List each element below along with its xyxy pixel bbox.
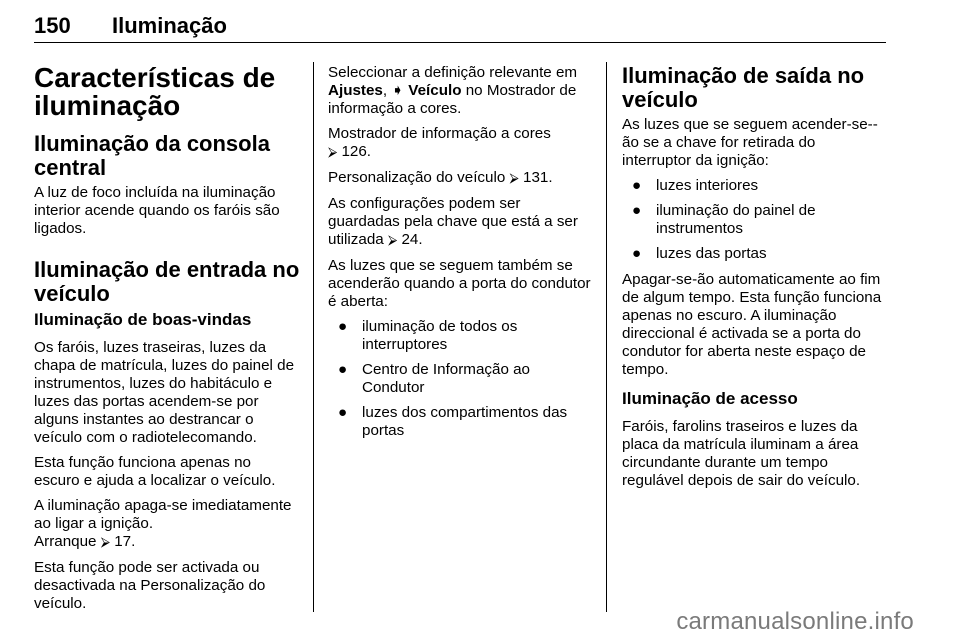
bullet-icon: ● xyxy=(632,245,642,262)
paragraph: Esta função funciona apenas no escuro e ajuda a localizar o veículo. xyxy=(34,454,276,489)
paragraph: Esta função pode ser activada ou desactivada na Personalização do veículo. xyxy=(34,559,266,612)
list-item xyxy=(328,404,594,440)
list-item xyxy=(622,245,888,263)
paragraph xyxy=(328,64,594,118)
page-header xyxy=(34,10,886,43)
bullet-icon: ● xyxy=(632,202,642,219)
page-ref-icon: ⮚ xyxy=(100,535,110,550)
paragraph: Apagar-se-ão automaticamente ao fim de algum tempo. Esta função funciona apenas no escuro. A iluminação direccional é activada se a porta do condutor for aberta neste espaço de tempo. xyxy=(622,271,882,378)
paragraph: Faróis, farolins traseiros e luzes da placa da matrícula iluminam a área circundante durante um tempo regulável depois de sair do veículo. xyxy=(622,418,861,489)
page-ref-link[interactable]: 24. xyxy=(401,231,423,248)
list-item-text: luzes das portas xyxy=(656,245,767,262)
bullet-list xyxy=(328,318,594,440)
paragraph: A luz de foco incluída na iluminação interior acende quando os faróis são ligados. xyxy=(34,184,280,237)
list-item xyxy=(622,177,888,195)
list-item xyxy=(622,202,888,238)
list-item xyxy=(328,318,594,354)
list-item-text: Centro de Informação ao Condutor xyxy=(362,361,531,396)
paragraph: As luzes que se seguem também se acenderão quando a porta do condutor é aberta: xyxy=(328,257,591,310)
page-ref-link[interactable]: 131. xyxy=(523,169,553,186)
link-text: Personalização do veículo xyxy=(328,169,506,186)
link-text: Mostrador de informação a cores xyxy=(328,125,551,142)
watermark: carmanualsonline.info xyxy=(676,608,914,635)
bullet-icon: ● xyxy=(632,177,642,194)
section-title: Iluminação xyxy=(112,13,227,38)
heading-access-lighting: Iluminação de acesso xyxy=(622,389,798,408)
column-divider xyxy=(313,62,314,612)
bullet-icon: ● xyxy=(338,404,348,421)
list-item-text: luzes dos compartimentos das portas xyxy=(362,404,568,439)
paragraph-text: no Mostrador de informação a cores. xyxy=(328,82,577,117)
heading-console-lighting: Iluminação da consola central xyxy=(34,131,270,180)
paragraph xyxy=(34,497,300,552)
paragraph: As luzes que se seguem acender-se--ão se a chave for retirada do interruptor da ignição: xyxy=(622,116,878,169)
column-2 xyxy=(328,64,594,448)
menu-vehicle: Veículo xyxy=(408,82,462,99)
bullet-list xyxy=(622,177,888,263)
arrow-icon: ➧ xyxy=(391,82,405,99)
bullet-icon: ● xyxy=(338,318,348,335)
list-item-text: luzes interiores xyxy=(656,177,759,194)
separator: , xyxy=(382,82,392,99)
page-ref-icon: ⮚ xyxy=(387,233,398,248)
page-number: 150 xyxy=(34,13,71,38)
paragraph xyxy=(328,169,594,188)
page-ref-link[interactable]: 17. xyxy=(114,533,136,550)
heading-entry-lighting: Iluminação de entrada no veículo xyxy=(34,257,300,306)
list-item-text: iluminação do painel de instrumentos xyxy=(656,202,816,237)
page-ref-icon: ⮚ xyxy=(328,145,338,160)
paragraph xyxy=(328,195,594,250)
heading-welcome-lighting: Iluminação de boas-vindas xyxy=(34,310,252,329)
list-item-text: iluminação de todos os interruptores xyxy=(362,318,518,353)
column-divider xyxy=(606,62,607,612)
column-3 xyxy=(622,64,888,497)
paragraph: Os faróis, luzes traseiras, luzes da chapa de matrícula, luzes do painel de instrumentos, luzes do habitáculo e luzes das portas acendem-se por alguns instantes ao destrancar o veículo com o radiotelecomando. xyxy=(34,339,295,446)
column-1 xyxy=(34,64,300,620)
main-heading: Características de iluminação xyxy=(34,62,276,121)
paragraph xyxy=(328,125,594,162)
paragraph-text: As configurações podem ser guardadas pela chave que está a ser utilizada xyxy=(328,195,578,248)
paragraph-text: A iluminação apaga-se imediatamente ao ligar a ignição. xyxy=(34,497,292,532)
heading-exit-lighting: Iluminação de saída no veículo xyxy=(622,63,865,112)
bullet-icon: ● xyxy=(338,361,348,378)
paragraph-text: Seleccionar a definição relevante em xyxy=(328,64,578,81)
menu-settings: Ajustes xyxy=(328,82,383,99)
page-ref-icon: ⮚ xyxy=(509,171,519,186)
list-item xyxy=(328,361,594,397)
page-ref-link[interactable]: 126. xyxy=(341,143,372,160)
link-text: Arranque xyxy=(34,533,97,550)
